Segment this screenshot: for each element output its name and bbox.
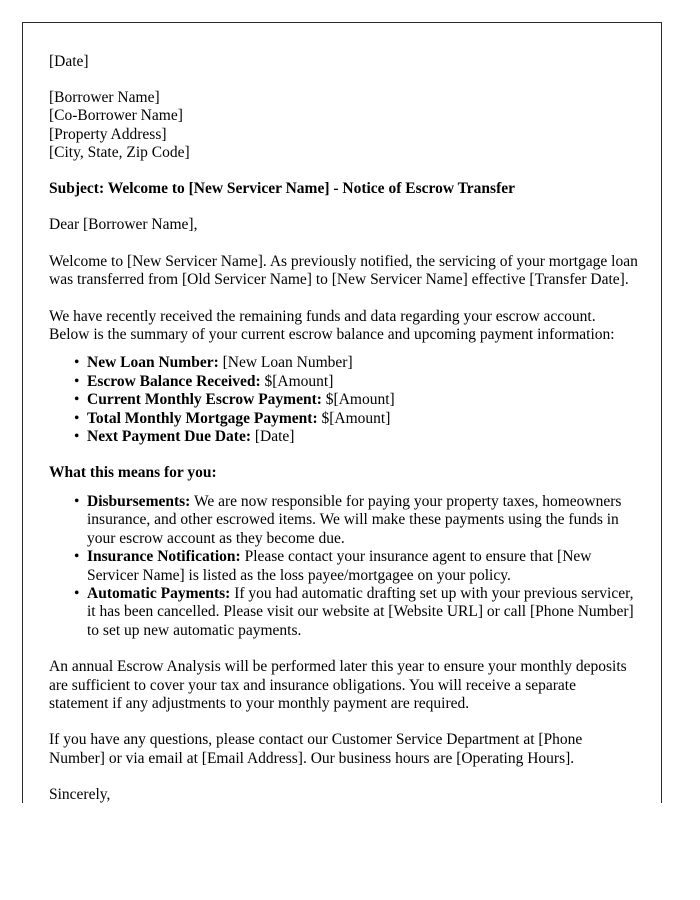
salutation: Dear [Borrower Name], (49, 216, 198, 234)
list-item-term: Current Monthly Escrow Payment: (87, 391, 322, 409)
spacer (49, 162, 639, 180)
subject-line: Subject: Welcome to [New Servicer Name] - Notice of Escrow Transfer (49, 180, 516, 198)
list-item-term: Total Monthly Mortgage Payment: (87, 409, 318, 427)
list-item-term: Disbursements: (87, 492, 191, 510)
spacer (49, 483, 639, 493)
list-item-term: Automatic Payments: (87, 584, 231, 602)
what-this-means-list (49, 493, 639, 640)
escrow-analysis-paragraph: An annual Escrow Analysis will be performed later this year to ensure your monthly deposits are sufficient to cover your tax and insurance obligations. You will receive a separate statement if any adjustments to your monthly payment are required. (49, 658, 627, 712)
recipient-line: [Property Address] (49, 125, 167, 143)
list-item-term: Escrow Balance Received: (87, 372, 261, 390)
list-item-value: [New Loan Number] (218, 354, 353, 372)
list-item-value: [Date] (251, 428, 295, 446)
closing-line: Sincerely, (49, 786, 111, 804)
list-item (49, 354, 639, 372)
date-line: [Date] (49, 53, 89, 70)
spacer (49, 344, 639, 354)
recipient-line: [Borrower Name] (49, 89, 160, 107)
list-item-value: Please contact your insurance agent to ensure that [New Servicer Name] is listed as the loss payee/mortgagee on your policy. (87, 548, 592, 584)
letter-page (22, 22, 662, 803)
escrow-summary-list (49, 354, 639, 446)
list-item-value: We are now responsible for paying your property taxes, homeowners insurance, and other escrowed items. We will make these payments using the funds in your escrow account as they become due. (87, 492, 622, 547)
intro-paragraph: Welcome to [New Servicer Name]. As previously notified, the servicing of your mortgage loan was transferred from [Old Servicer Name] to [New Servicer Name] effective [Transfer Date]. (49, 252, 638, 289)
spacer (49, 713, 639, 731)
list-item-term: New Loan Number: (87, 354, 219, 372)
recipient-line: [City, State, Zip Code] (49, 143, 190, 161)
spacer (49, 198, 639, 216)
spacer (49, 640, 639, 658)
spacer (49, 71, 639, 89)
list-item (49, 493, 639, 548)
list-item (49, 585, 639, 640)
means-heading: What this means for you: (49, 464, 217, 482)
list-item-value: If you had automatic drafting set up with your previous servicer, it has been cancelled. Please visit our website at [Website URL] or call [Phone Number] to set up new automatic payments. (87, 584, 634, 639)
list-item (49, 548, 639, 585)
contact-paragraph: If you have any questions, please contact our Customer Service Department at [Phone Number] or via email at [Email Address]. Our business hours are [Operating Hours]. (49, 731, 583, 767)
spacer (49, 235, 639, 253)
recipient-line: [Co-Borrower Name] (49, 107, 183, 125)
list-item-value: $[Amount] (317, 409, 391, 427)
summary-paragraph: We have recently received the remaining funds and data regarding your escrow account. Below is the summary of your current escrow balance and upcoming payment information: (49, 307, 615, 344)
list-item-value: $[Amount] (321, 391, 395, 409)
list-item (49, 373, 639, 391)
letter-body (23, 23, 661, 805)
list-item-term: Insurance Notification: (87, 548, 241, 566)
spacer (49, 768, 639, 786)
list-item (49, 391, 639, 409)
list-item-term: Next Payment Due Date: (87, 428, 251, 446)
list-item (49, 428, 639, 446)
recipient-address-block (49, 89, 639, 162)
spacer (49, 446, 639, 464)
list-item-value: $[Amount] (260, 372, 334, 390)
list-item (49, 410, 639, 428)
spacer (49, 290, 639, 308)
